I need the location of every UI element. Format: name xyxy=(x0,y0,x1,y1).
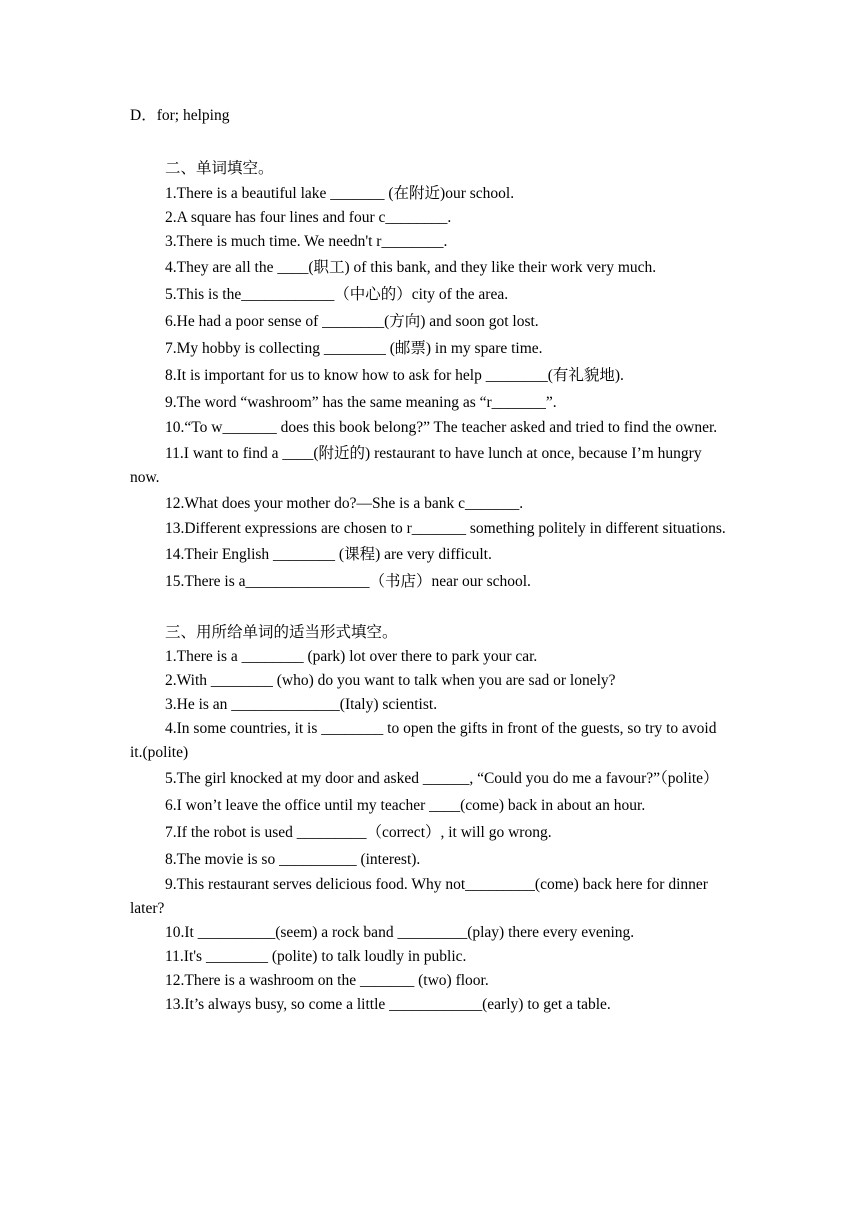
section-2-item: 8.It is important for us to know how to ask for help ________(有礼貌地). xyxy=(165,367,624,384)
section-2-item-wrapped: 13.Different expressions are chosen to r_______ something politely in different situations. xyxy=(165,520,726,537)
section-2-item-wrapped: 10.“To w_______ does this book belong?” The teacher asked and tried to find the owner. xyxy=(165,419,718,436)
section-3-heading: 三、用所给单词的适当形式填空。 xyxy=(165,624,398,641)
section-3-item-wrapped: 5.The girl knocked at my door and asked ______, “Could you do me a favour?”（polite） xyxy=(165,770,719,787)
section-3-item: 8.The movie is so __________ (interest). xyxy=(165,851,421,868)
section-2-item: 6.He had a poor sense of ________(方向) and soon got lost. xyxy=(165,313,539,330)
worksheet-content xyxy=(130,104,732,1017)
section-2-item: 4.They are all the ____(职工) of this bank, and they like their work very much. xyxy=(165,259,657,276)
section-2-heading: 二、单词填空。 xyxy=(165,160,274,177)
section-2-item-wrapped: 11.I want to find a ____(附近的) restaurant to have lunch at once, because I’m hungry now. xyxy=(130,445,702,486)
section-3-item: 12.There is a washroom on the _______ (two) floor. xyxy=(165,972,489,989)
section-3-item: 11.It's ________ (polite) to talk loudly in public. xyxy=(165,948,467,965)
section-3-item: 3.He is an ______________(Italy) scientist. xyxy=(165,696,438,713)
section-3-item: 13.It’s always busy, so come a little ____________(early) to get a table. xyxy=(165,996,611,1013)
section-3-item-wrapped: 9.This restaurant serves delicious food. Why not_________(come) back here for dinner later? xyxy=(130,876,708,917)
section-3-item: 7.If the robot is used _________（correct）, it will go wrong. xyxy=(165,824,552,841)
previous-option-d: D．for; helping xyxy=(130,107,230,124)
section-2-item: 2.A square has four lines and four c________. xyxy=(165,209,452,226)
section-2-item: 15.There is a________________（书店）near our school. xyxy=(165,573,531,590)
section-3-item: 1.There is a ________ (park) lot over there to park your car. xyxy=(165,648,538,665)
section-3-item: 10.It __________(seem) a rock band _________(play) there every evening. xyxy=(165,924,635,941)
section-2-item: 14.Their English ________ (课程) are very difficult. xyxy=(165,546,492,563)
section-2-item: 12.What does your mother do?—She is a bank c_______. xyxy=(165,495,524,512)
section-3-item-wrapped: 4.In some countries, it is ________ to open the gifts in front of the guests, so try to avoid it.(polite) xyxy=(130,720,717,761)
section-3-item: 2.With ________ (who) do you want to talk when you are sad or lonely? xyxy=(165,672,616,689)
section-3-item: 6.I won’t leave the office until my teacher ____(come) back in about an hour. xyxy=(165,797,646,814)
section-2-item: 5.This is the____________（中心的）city of the area. xyxy=(165,286,509,303)
section-2-item: 7.My hobby is collecting ________ (邮票) in my spare time. xyxy=(165,340,543,357)
section-2-item: 3.There is much time. We needn't r________. xyxy=(165,233,448,250)
section-2-item: 1.There is a beautiful lake _______ (在附近)our school. xyxy=(165,185,515,202)
section-2-item: 9.The word “washroom” has the same meaning as “r_______”. xyxy=(165,394,557,411)
